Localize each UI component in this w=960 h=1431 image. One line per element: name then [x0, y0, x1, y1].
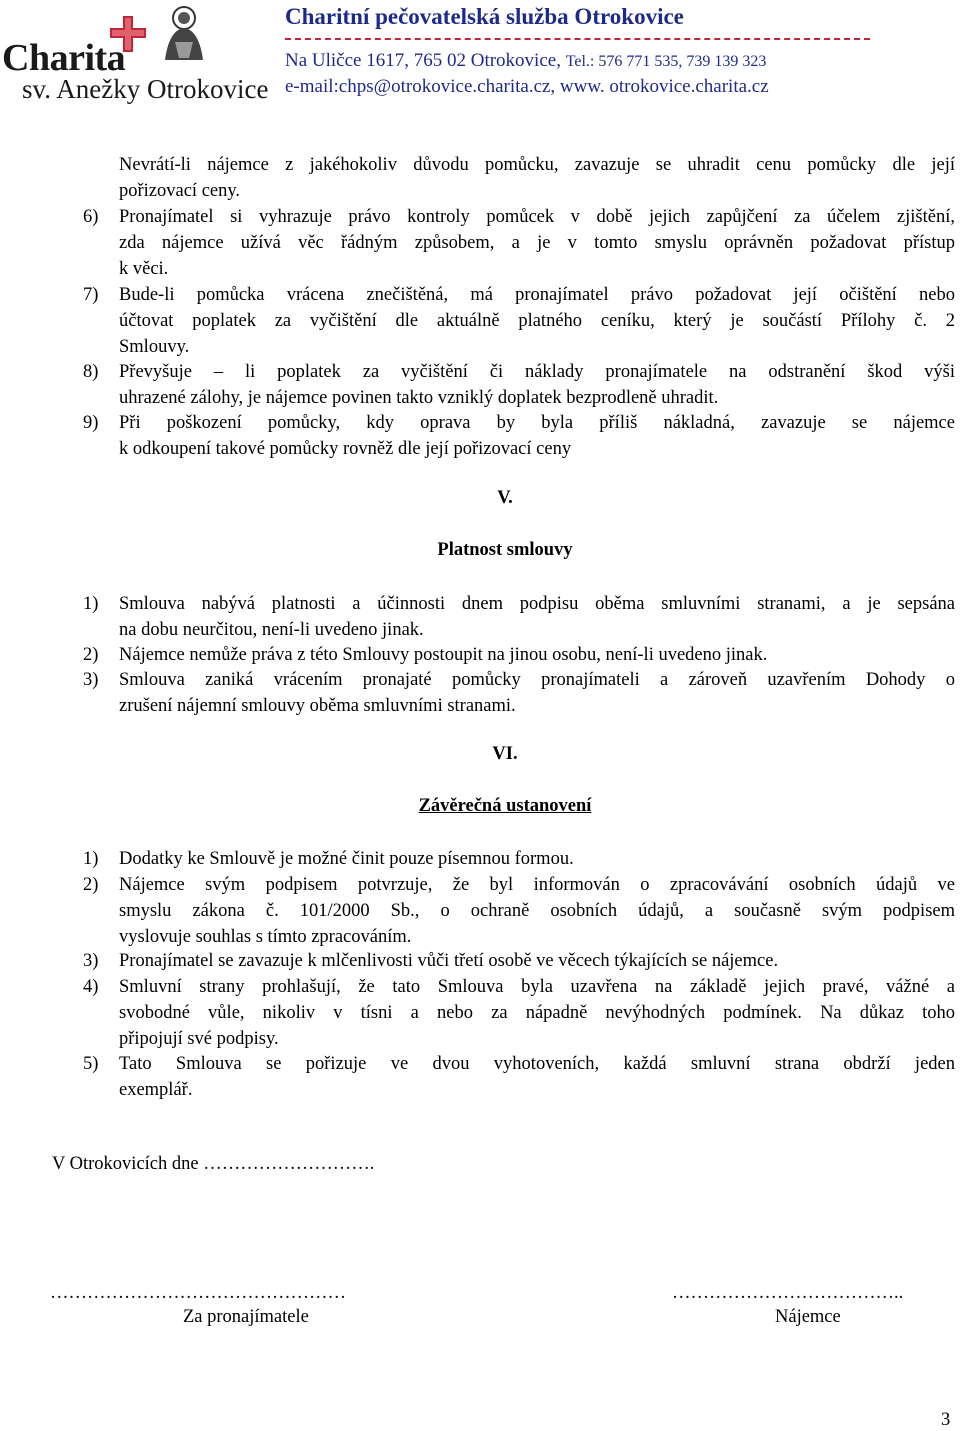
text-line: Převyšuje – li poplatek za vyčištění či náklady pronajímatele na odstranění škod výši	[119, 362, 955, 382]
text-line: exemplář.	[119, 1080, 193, 1100]
landlord-signature-label: Za pronajímatele	[183, 1307, 309, 1327]
organization-address	[285, 50, 766, 72]
logo-charita-text: Charita	[2, 37, 126, 79]
logo-organization-name: sv. Anežky Otrokovice	[22, 74, 269, 104]
list-item	[83, 974, 955, 1052]
item-number: 8)	[83, 362, 99, 382]
text-line: vyslovuje souhlas s tímto zpracováním.	[119, 927, 412, 947]
list-item	[83, 282, 955, 360]
list-item	[83, 1051, 955, 1103]
header-divider	[285, 38, 870, 40]
list-item	[83, 948, 955, 974]
intro-paragraph	[119, 152, 955, 204]
place-date-line: V Otrokovicích dne ……………………….	[52, 1154, 375, 1174]
text-line: Nevrátí-li nájemce z jakéhokoliv důvodu pomůcku, zavazuje se uhradit cenu pomůcky dle její	[119, 155, 955, 175]
text-line: Tato Smlouva se pořizuje ve dvou vyhotoveních, každá smluvní strana obdrží jeden	[119, 1054, 955, 1074]
list-item	[83, 591, 955, 643]
list-item	[83, 846, 955, 872]
section-title: Platnost smlouvy	[437, 540, 573, 560]
item-number: 2)	[83, 875, 99, 895]
address-text: Na Uličce 1617, 765 02 Otrokovice,	[285, 50, 566, 71]
item-number: 3)	[83, 951, 99, 971]
landlord-signature-line: …………………………………………	[50, 1283, 346, 1303]
saint-agnes-image-icon	[155, 2, 213, 62]
text-line: na dobu neurčitou, není-li uvedeno jinak.	[119, 620, 424, 640]
item-number: 9)	[83, 413, 99, 433]
text-line: připojují své podpisy.	[119, 1029, 279, 1049]
text-line: zda nájemce užívá věc řádným způsobem, a je v tomto smyslu oprávněn požadovat přístup	[119, 233, 955, 253]
text-line: Smlouva nabývá platnosti a účinnosti dnem podpisu oběma smluvními stranami, a je sepsána	[119, 594, 955, 614]
text-line: Smlouva zaniká vrácením pronajaté pomůcky pronajímateli a zároveň uzavřením Dohody o	[119, 670, 955, 690]
charita-logo	[0, 0, 275, 105]
text-line: pořizovací ceny.	[119, 181, 241, 201]
text-line: Pronajímatel si vyhrazuje právo kontroly pomůcek v době jejich zapůjčení za účelem zjištění,	[119, 207, 955, 227]
text-line: k věci.	[119, 259, 169, 279]
text-line: Nájemce svým podpisem potvrzuje, že byl informován o zpracovávání osobních údajů ve	[119, 875, 955, 895]
text-line: Pronajímatel se zavazuje k mlčenlivosti vůči třetí osobě ve věcech týkajících se nájemce.	[119, 951, 779, 971]
letterhead	[0, 0, 960, 110]
list-item	[83, 204, 955, 282]
item-number: 7)	[83, 285, 99, 305]
list-item	[83, 872, 955, 950]
section-number: VI.	[492, 744, 518, 764]
item-number: 4)	[83, 977, 99, 997]
item-number: 1)	[83, 594, 99, 614]
text-line: svobodné vůle, nikoliv v tísni a nebo za nápadně nevýhodných podmínek. Na důkaz toho	[119, 1003, 955, 1023]
text-line: k odkoupení takové pomůcky rovněž dle její pořizovací ceny	[119, 439, 572, 459]
organization-contact: e-mail:chps@otrokovice.charita.cz, www. otrokovice.charita.cz	[285, 76, 769, 97]
section-number: V.	[497, 488, 513, 508]
text-line: Smluvní strany prohlašují, že tato Smlouva byla uzavřena na základě jejich pravé, vážné a	[119, 977, 955, 997]
page-number: 3	[941, 1410, 951, 1430]
list-item	[83, 359, 955, 411]
text-line: zrušení nájemní smlouvy oběma smluvními stranami.	[119, 696, 516, 716]
phone-text: Tel.: 576 771 535, 739 139 323	[565, 53, 767, 70]
item-number: 1)	[83, 849, 99, 869]
text-line: účtovat poplatek za vyčištění dle aktuálně platného ceníku, který je součástí Přílohy č. 2	[119, 311, 955, 331]
tenant-signature-line: ………………………………..	[672, 1283, 904, 1303]
text-line: uhrazené zálohy, je nájemce povinen takto vzniklý doplatek bezprodleně uhradit.	[119, 388, 719, 408]
tenant-signature-label: Nájemce	[775, 1307, 841, 1327]
organization-title: Charitní pečovatelská služba Otrokovice	[285, 4, 684, 29]
item-number: 6)	[83, 207, 99, 227]
item-number: 3)	[83, 670, 99, 690]
text-line: Nájemce nemůže práva z této Smlouvy postoupit na jinou osobu, není-li uvedeno jinak.	[119, 645, 768, 665]
text-line: Bude-li pomůcka vrácena znečištěná, má pronajímatel právo požadovat její očištění nebo	[119, 285, 955, 305]
text-line: smyslu zákona č. 101/2000 Sb., o ochraně osobních údajů, a současně svým podpisem	[119, 901, 955, 921]
section-title: Závěrečná ustanovení	[418, 796, 592, 816]
list-item	[83, 410, 955, 462]
list-item	[83, 642, 955, 668]
list-item	[83, 667, 955, 719]
text-line: Smlouvy.	[119, 337, 190, 357]
item-number: 2)	[83, 645, 99, 665]
text-line: Dodatky ke Smlouvě je možné činit pouze písemnou formou.	[119, 849, 574, 869]
item-number: 5)	[83, 1054, 99, 1074]
text-line: Při poškození pomůcky, kdy oprava by byla příliš nákladná, zavazuje se nájemce	[119, 413, 955, 433]
